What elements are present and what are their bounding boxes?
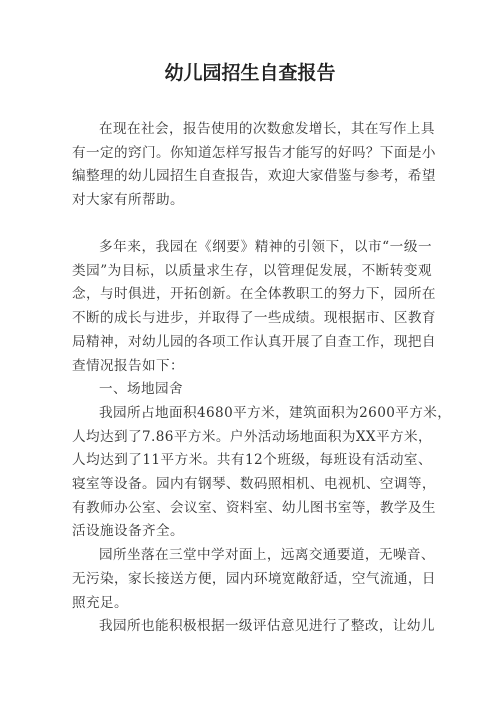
text-line: 人均达到了7.86平方米。户外活动场地面积为XX平方米，	[72, 428, 432, 445]
text-line: 人均达到了11平方米。共有12个班级，每班设有活动室、	[72, 452, 432, 469]
section-heading: 一、场地园舍	[99, 381, 183, 398]
text-line: 查情况报告如下：	[72, 357, 184, 374]
text-line: 园所坐落在三堂中学对面上，远离交通要道，无噪音、	[99, 547, 435, 564]
text-line: 我园所占地面积4680平方米，建筑面积为2600平方米，	[99, 404, 452, 421]
document-title: 幼儿园招生自查报告	[164, 62, 336, 84]
text-line: 编整理的幼儿园招生自查报告，欢迎大家借鉴与参考，希望	[72, 168, 436, 185]
paragraph-1	[72, 236, 452, 639]
text-line: 对大家有所帮助。	[72, 192, 184, 209]
text-line: 念，与时俱进，开拓创新。在全体教职工的努力下，园所在	[72, 286, 436, 303]
text-line: 我园所也能积极根据一级评估意见进行了整改，让幼儿	[99, 618, 435, 635]
text-line: 照充足。	[72, 594, 128, 611]
text-line: 有一定的窍门。你知道怎样写报告才能写的好吗？下面是小	[72, 144, 436, 161]
text-line: 不断的成长与进步，并取得了一些成绩。现根据市、区教育	[72, 310, 436, 327]
text-line: 在现在社会，报告使用的次数愈发增长，其在写作上具	[99, 121, 435, 137]
text-line: 活设施设备齐全。	[72, 523, 184, 540]
text-line: 局精神，对幼儿园的各项工作认真开展了自查工作，现把自	[72, 333, 436, 350]
text-line: 寝室等设备。园内有钢琴、数码照相机、电视机、空调等，	[72, 476, 436, 493]
text-line: 有教师办公室、会议室、资料室、幼儿图书室等，教学及生	[72, 499, 436, 516]
text-line: 无污染，家长接送方便，园内环境宽敞舒适，空气流通，日	[72, 570, 436, 587]
intro-paragraph	[72, 118, 436, 213]
text-line: 多年来，我园在《纲要》精神的引领下，以市“一级一	[99, 239, 432, 255]
text-line: 类园”为目标，以质量求生存，以管理促发展，不断转变观	[72, 262, 432, 279]
